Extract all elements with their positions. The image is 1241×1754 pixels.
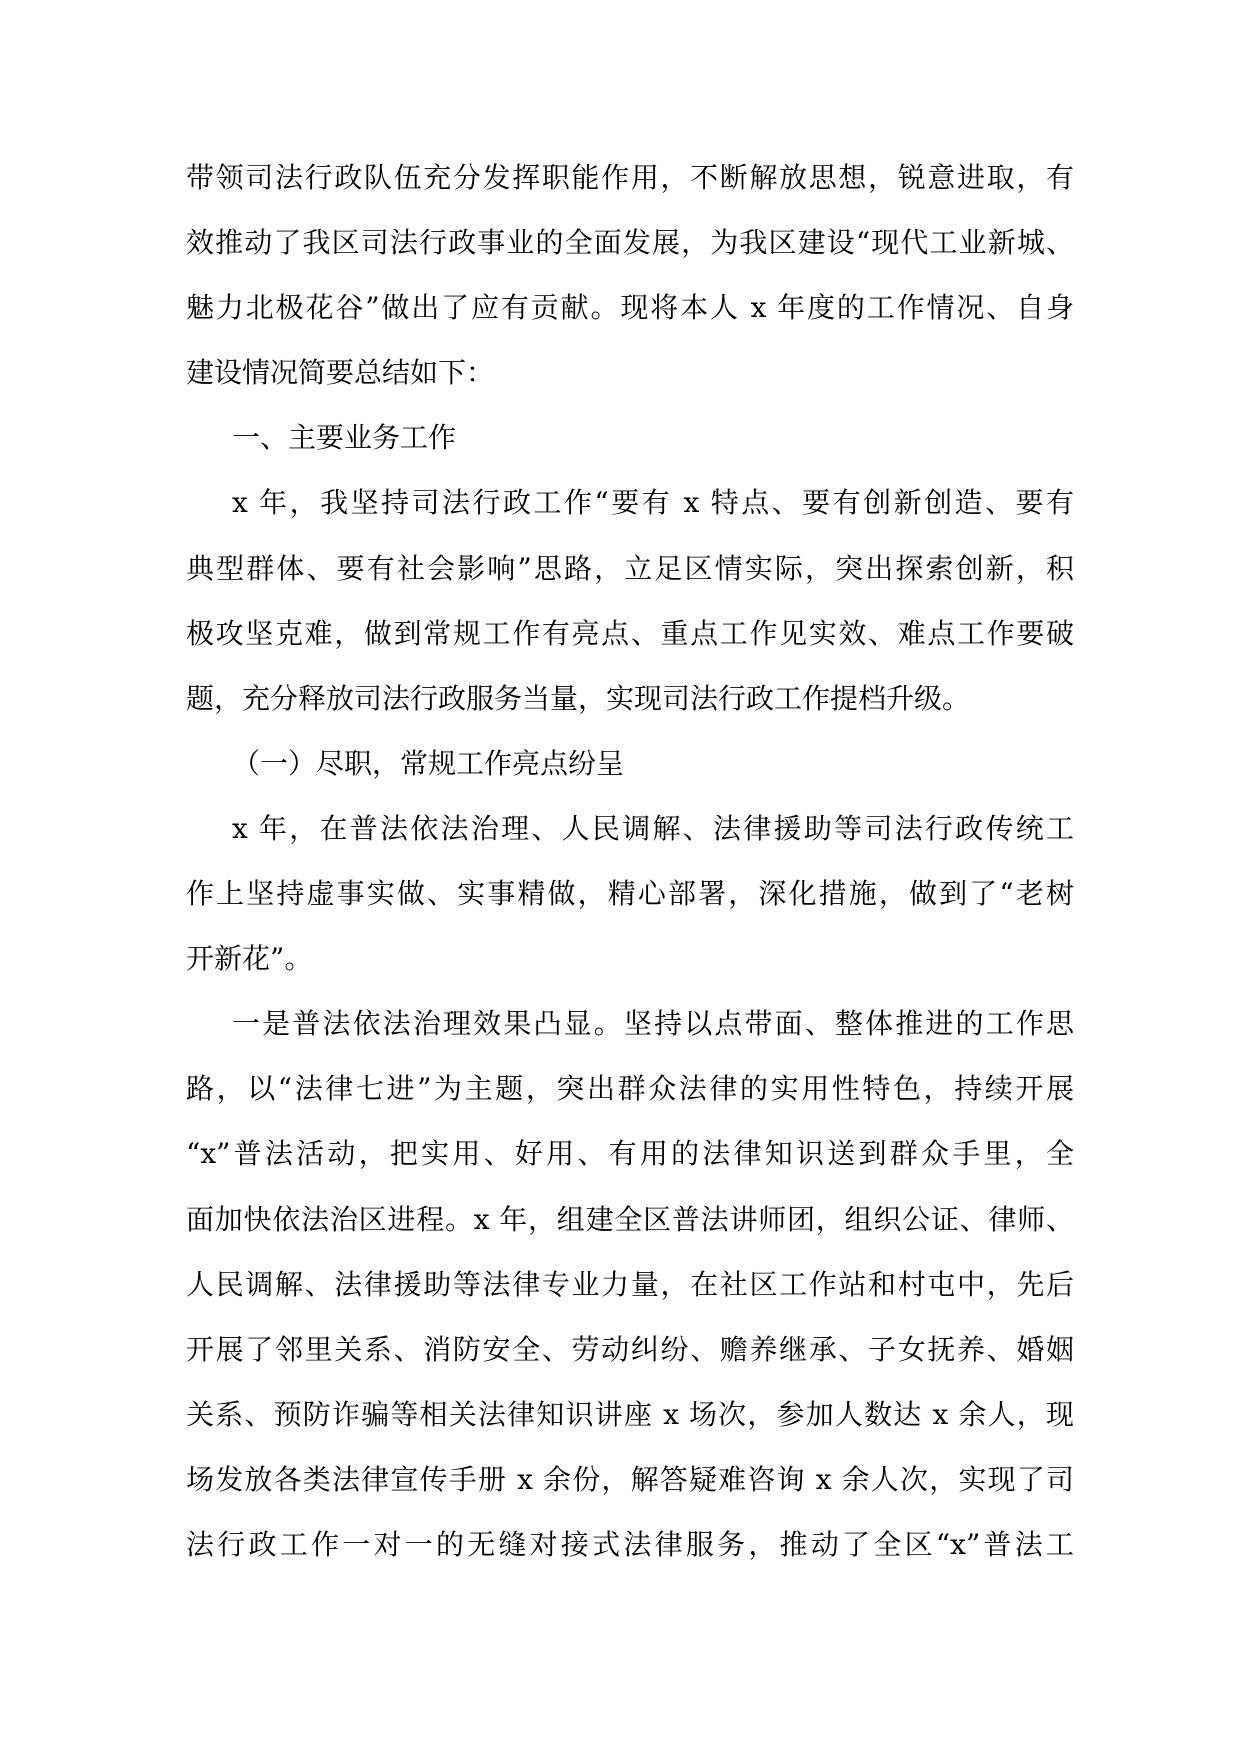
text-line: 关系、预防诈骗等相关法律知识讲座 x 场次，参加人数达 x 余人，现: [186, 1397, 1074, 1431]
text-body: [186, 145, 1074, 1577]
heading-regular-work-highlights: [186, 731, 1074, 796]
text-line: 人民调解、法律援助等法律专业力量，在社区工作站和村屯中，先后: [186, 1267, 1074, 1301]
text-line: 场发放各类法律宣传手册 x 余份，解答疑难咨询 x 余人次，实现了司: [186, 1462, 1074, 1496]
text-line: 开新花”。: [186, 942, 313, 976]
text-line: 极攻坚克难，做到常规工作有亮点、重点工作见实效、难点工作要破: [186, 616, 1074, 650]
text-line: “x”普法活动，把实用、好用、有用的法律知识送到群众手里，全: [186, 1137, 1074, 1171]
text-line: 面加快依法治区进程。x 年，组建全区普法讲师团，组织公证、律师、: [186, 1202, 1074, 1236]
text-line: 效推动了我区司法行政事业的全面发展，为我区建设“现代工业新城、: [186, 226, 1074, 260]
text-line: x 年，在普法依法治理、人民调解、法律援助等司法行政传统工: [232, 811, 1074, 845]
text-line: 带领司法行政队伍充分发挥职能作用，不断解放思想，锐意进取，有: [186, 161, 1074, 194]
heading-main-business-work: [186, 405, 1074, 470]
paragraph-law-popularization: [186, 991, 1074, 1577]
text-line: 魅力北极花谷”做出了应有贡献。现将本人 x 年度的工作情况、自身: [186, 291, 1074, 325]
text-line: 法行政工作一对一的无缝对接式法律服务，推动了全区“x”普法工: [186, 1527, 1074, 1561]
text-line: 开展了邻里关系、消防安全、劳动纠纷、赡养继承、子女抚养、婚姻: [186, 1332, 1074, 1366]
text-line: x 年，我坚持司法行政工作“要有 x 特点、要有创新创造、要有: [232, 486, 1074, 520]
heading-line: 一、主要业务工作: [232, 421, 457, 455]
text-line: 典型群体、要有社会影响”思路，立足区情实际，突出探索创新，积: [186, 551, 1074, 585]
paragraph-opening-continuation: [186, 145, 1074, 405]
text-line: 建设情况简要总结如下：: [186, 356, 495, 390]
heading-line: （一）尽职，常规工作亮点纷呈: [232, 746, 625, 780]
text-line: 路，以“法律七进”为主题，突出群众法律的实用性特色，持续开展: [186, 1072, 1074, 1106]
text-line: 一是普法依法治理效果凸显。坚持以点带面、整体推进的工作思: [232, 1007, 1074, 1041]
paragraph-traditional-work: [186, 796, 1074, 991]
text-line: 作上坚持虚事实做、实事精做，精心部署，深化措施，做到了“老树: [186, 877, 1074, 911]
paragraph-work-philosophy: [186, 470, 1074, 730]
text-line: 题，充分释放司法行政服务当量，实现司法行政工作提档升级。: [186, 681, 971, 715]
